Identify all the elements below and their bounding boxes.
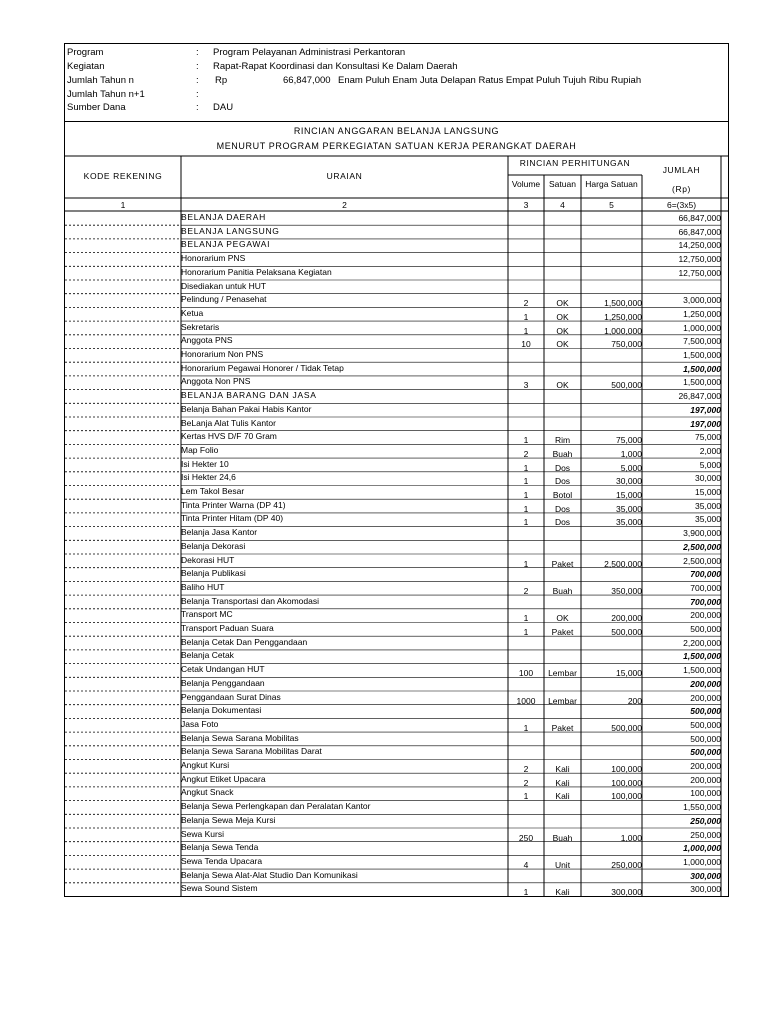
volume-cell: 1 [523,558,529,569]
jumlah-cell: 500,000 [690,733,721,744]
uraian-cell: Belanja Sewa Perlengkapan dan Peralatan Kantor [181,801,371,812]
jumlah-cell: 2,500,000 [683,541,721,552]
volume-cell: 100 [518,668,534,679]
table-row [65,650,728,664]
harga-satuan-cell: 300,000 [611,887,642,898]
table-row [65,705,728,719]
kegiatan-label: Kegiatan [67,61,105,72]
harga-satuan-cell: 35,000 [616,503,642,514]
uraian-cell: Sewa Tenda Upacara [181,855,263,866]
uraian-cell: Disediakan untuk HUT [181,280,267,291]
satuan-cell: Botol [552,490,573,500]
kegiatan-value: Rapat-Rapat Koordinasi dan Konsultasi Ke Dalam Daerah [213,61,458,72]
tahun-n1-label: Jumlah Tahun n+1 [67,89,145,100]
currency-label: Rp [215,75,228,86]
jumlah-cell: 500,000 [690,747,721,758]
satuan-cell: OK [556,311,569,322]
jumlah-cell: 1,000,000 [683,843,721,854]
jumlah-cell: 14,250,000 [678,240,721,251]
program-value: Program Pelayanan Administrasi Perkantoran [213,47,406,58]
jumlah-cell: 1,550,000 [683,802,721,813]
table-row [65,733,728,747]
harga-satuan-cell: 350,000 [611,585,642,596]
uraian-cell: Belanja Bahan Pakai Habis Kantor [181,403,312,414]
satuan-cell: Paket [551,558,574,569]
uraian-cell: BELANJA BARANG DAN JASA [181,390,317,401]
jumlah-cell: 500,000 [690,719,721,730]
table-row [65,746,728,760]
table-row [65,609,728,623]
jumlah-cell: 500,000 [690,706,721,717]
volume-cell: 2 [523,585,529,596]
satuan-cell: Dos [554,517,571,528]
volume-cell: 2 [523,777,529,788]
table-row [65,404,728,418]
uraian-cell: Honorarium Non PNS [181,349,264,359]
satuan-cell: Dos [554,503,571,514]
total-amount: 66,847,000 [283,75,331,86]
table-row [65,445,728,459]
jumlah-cell: 100,000 [690,788,721,799]
table-row [65,500,728,514]
satuan-cell: Buah [552,832,573,843]
table-row [65,760,728,774]
jumlah-cell: 700,000 [690,582,721,593]
satuan-cell: Buah [552,448,573,459]
budget-sheet [64,43,729,897]
uraian-cell: Map Folio [181,444,219,455]
uraian-cell: Transport Paduan Suara [181,623,274,633]
satuan-cell: Unit [554,859,571,870]
uraian-cell: Belanja Dokumentasi [181,705,262,716]
harga-satuan-cell: 1,000 [620,832,642,843]
volume-cell: 1 [523,325,529,336]
uraian-cell: Baliho HUT [181,581,225,592]
program-info [65,44,728,122]
jumlah-cell: 75,000 [695,432,721,443]
volume-cell: 1000 [516,695,536,706]
jumlah-cell: 197,000 [690,418,721,429]
uraian-cell: Jasa Foto [181,718,219,729]
uraian-cell: Honorarium Pegawai Honorer / Tidak Tetap [181,362,344,373]
info-row-kegiatan [65,61,728,75]
table-row [65,637,728,651]
jumlah-cell: 5,000 [699,459,721,470]
jumlah-cell: 300,000 [690,870,721,881]
col-number-6: 6=(3x5) [666,200,697,210]
info-row-tahun-n1 [65,89,728,103]
jumlah-cell: 1,500,000 [683,665,721,676]
uraian-cell: Belanja Dekorasi [181,540,246,551]
volume-cell: 1 [523,311,529,322]
satuan-cell: OK [556,298,569,309]
sumber-dana-value: DAU [213,102,234,113]
info-row-program [65,47,728,61]
harga-satuan-cell: 1,000,000 [604,325,642,336]
volume-cell: 2 [523,448,529,459]
program-label: Program [67,47,104,58]
table-row [65,486,728,500]
table-row [65,596,728,610]
satuan-cell: Rim [554,435,571,446]
title-line-2: MENURUT PROGRAM PERKEGIATAN SATUAN KERJA PERANGKAT DAERAH [216,141,577,151]
table-row [65,541,728,555]
uraian-cell: Belanja Cetak Dan Penggandaan [181,636,308,647]
header-volume: Volume [511,179,541,189]
uraian-cell: Angkut Kursi [181,760,230,770]
jumlah-cell: 2,500,000 [683,555,721,566]
table-row [65,335,728,349]
satuan-cell: Kali [555,791,570,802]
uraian-cell: Anggota PNS [181,335,233,346]
satuan-cell: Buah [552,585,573,596]
table-row [65,239,728,253]
uraian-cell: Belanja Sewa Tenda [181,842,259,853]
col-number-4: 4 [560,200,565,210]
amount-in-words: Enam Puluh Enam Juta Delapan Ratus Empat Puluh Tujuh Ribu Rupiah [338,75,642,86]
jumlah-cell: 12,750,000 [678,254,721,265]
uraian-cell: Belanja Cetak [181,650,234,661]
uraian-cell: Penggandaan Surat Dinas [181,691,281,702]
jumlah-cell: 35,000 [695,500,721,511]
harga-satuan-cell: 30,000 [616,476,642,487]
info-row-sumber-dana [65,102,728,116]
table-row [65,883,728,897]
satuan-cell: Lembar [548,695,577,706]
harga-satuan-cell: 750,000 [611,339,642,350]
table-row [65,664,728,678]
harga-satuan-cell: 1,250,000 [604,311,642,322]
satuan-cell: OK [556,339,569,350]
harga-satuan-cell: 500,000 [611,627,642,637]
table-row [65,719,728,733]
jumlah-cell: 2,200,000 [683,637,721,648]
table-row [65,363,728,377]
table-row [65,294,728,308]
header-harga-satuan: Harga Satuan [585,179,638,189]
colon: : [196,47,199,58]
colon: : [196,102,199,113]
uraian-cell: Belanja Sewa Meja Kursi [181,814,276,825]
harga-satuan-cell: 5,000 [620,462,642,473]
jumlah-cell: 300,000 [690,884,721,895]
satuan-cell: Paket [551,722,574,733]
header-kode-rekening: KODE REKENING [83,171,163,181]
harga-satuan-cell: 200,000 [611,613,642,624]
table-title [65,126,728,154]
harga-satuan-cell: 100,000 [611,777,642,788]
jumlah-cell: 35,000 [695,514,721,525]
jumlah-cell: 1,000,000 [683,856,721,867]
uraian-cell: Belanja Sewa Sarana Mobilitas [181,732,299,743]
volume-cell: 1 [523,435,529,446]
table-row [65,431,728,445]
col-number-1: 1 [120,200,126,210]
jumlah-cell: 30,000 [695,473,721,484]
jumlah-cell: 1,250,000 [683,308,721,319]
table-row [65,527,728,541]
table-row [65,582,728,596]
uraian-cell: Belanja Sewa Sarana Mobilitas Darat [181,746,322,757]
table-row [65,568,728,582]
header-rp: (Rp) [672,184,691,194]
jumlah-cell: 7,500,000 [683,336,721,347]
volume-cell: 1 [523,517,529,528]
uraian-cell: Honorarium PNS [181,253,246,264]
table-row [65,787,728,801]
table-row [65,376,728,390]
table-row [65,692,728,706]
volume-cell: 1 [523,476,529,487]
uraian-cell: Anggota Non PNS [181,376,251,387]
harga-satuan-cell: 75,000 [616,435,642,446]
jumlah-cell: 1,500,000 [683,377,721,388]
volume-cell: 1 [523,490,529,500]
uraian-cell: Transport MC [181,609,233,620]
satuan-cell: Paket [551,627,574,637]
col-number-3: 3 [523,200,529,210]
jumlah-cell: 250,000 [690,829,721,840]
table-row [65,349,728,363]
table-row [65,418,728,432]
uraian-cell: Belanja Sewa Alat-Alat Studio Dan Komunikasi [181,869,358,880]
uraian-cell: Tinta Printer Warna (DP 41) [181,499,286,510]
header-uraian: URAIAN [326,171,363,181]
table-row [65,555,728,569]
harga-satuan-cell: 100,000 [611,764,642,774]
uraian-cell: Belanja Transportasi dan Akomodasi [181,595,319,606]
satuan-cell: Lembar [548,668,577,679]
col-number-5: 5 [609,200,614,210]
harga-satuan-cell: 500,000 [611,722,642,733]
uraian-cell: BELANJA LANGSUNG [181,225,280,236]
uraian-cell: Sewa Kursi [181,828,224,839]
volume-cell: 1 [523,627,529,637]
table-row [65,253,728,267]
satuan-cell: Dos [554,476,571,487]
volume-cell: 1 [523,462,529,473]
harga-satuan-cell: 15,000 [616,490,642,500]
harga-satuan-cell: 2,500,000 [604,558,642,569]
jumlah-cell: 3,000,000 [683,295,721,306]
sumber-dana-label: Sumber Dana [67,102,126,113]
jumlah-cell: 1,500,000 [683,363,721,374]
harga-satuan-cell: 500,000 [611,380,642,391]
harga-satuan-cell: 15,000 [616,668,642,679]
uraian-cell: Lem Takol Besar [181,486,245,496]
table-row [65,308,728,322]
uraian-cell: Isi Hekter 24,6 [181,472,236,483]
uraian-cell: BELANJA PEGAWAI [181,239,271,250]
jumlah-cell: 250,000 [690,815,721,826]
table-row [65,870,728,884]
table-row [65,829,728,843]
table-row [65,281,728,295]
uraian-cell: Angkut Etiket Upacara [181,773,266,784]
jumlah-cell: 66,847,000 [678,226,721,237]
uraian-cell: Kertas HVS D/F 70 Gram [181,431,277,442]
uraian-cell: Belanja Penggandaan [181,677,265,688]
header-satuan: Satuan [549,179,576,189]
table-row [65,212,728,226]
volume-cell: 2 [523,298,529,309]
volume-cell: 250 [518,832,534,843]
volume-cell: 1 [523,791,529,802]
uraian-cell: Belanja Publikasi [181,568,246,579]
harga-satuan-cell: 1,000 [620,448,642,459]
volume-cell: 2 [523,764,529,774]
jumlah-cell: 200,000 [690,692,721,703]
jumlah-cell: 66,847,000 [678,213,721,223]
jumlah-cell: 1,500,000 [683,350,721,360]
uraian-cell: BeLanja Alat Tulis Kantor [181,417,276,428]
volume-cell: 3 [523,380,529,391]
jumlah-cell: 1,000,000 [683,322,721,333]
table-row [65,842,728,856]
uraian-cell: Cetak Undangan HUT [181,664,265,675]
table-row [65,623,728,637]
uraian-cell: Isi Hekter 10 [181,458,229,469]
jumlah-cell: 500,000 [690,624,721,634]
satuan-cell: Kali [555,887,570,898]
uraian-cell: Sewa Sound Sistem [181,883,258,894]
volume-cell: 10 [521,339,531,350]
volume-cell: 4 [523,859,529,870]
jumlah-cell: 15,000 [695,487,721,497]
satuan-cell: OK [556,613,569,624]
table-row [65,774,728,788]
uraian-cell: Tinta Printer Hitam (DP 40) [181,513,284,524]
jumlah-cell: 700,000 [690,569,721,580]
table-row [65,678,728,692]
harga-satuan-cell: 250,000 [611,859,642,870]
harga-satuan-cell: 1,500,000 [604,298,642,309]
jumlah-cell: 200,000 [690,610,721,621]
jumlah-cell: 200,000 [690,761,721,771]
uraian-cell: Belanja Jasa Kantor [181,527,258,538]
table-row [65,226,728,240]
table-row [65,322,728,336]
jumlah-cell: 2,000 [699,445,721,456]
table-row [65,472,728,486]
uraian-cell: Honorarium Panitia Pelaksana Kegiatan [181,266,332,277]
colon: : [196,75,199,86]
jumlah-cell: 1,500,000 [683,651,721,662]
jumlah-cell: 12,750,000 [678,267,721,278]
uraian-cell: Ketua [181,307,204,318]
satuan-cell: Kali [555,764,570,774]
satuan-cell: Dos [554,462,571,473]
header-rincian-perhitungan: RINCIAN PERHITUNGAN [519,158,631,168]
harga-satuan-cell: 100,000 [611,791,642,802]
table-row [65,801,728,815]
harga-satuan-cell: 35,000 [616,517,642,528]
satuan-cell: OK [556,325,569,336]
header-jumlah: JUMLAH [662,165,701,175]
jumlah-cell: 700,000 [690,596,721,607]
jumlah-cell: 3,900,000 [683,528,721,539]
volume-cell: 1 [523,503,529,514]
table-row [65,459,728,473]
col-number-2: 2 [342,200,347,210]
colon: : [196,89,199,100]
volume-cell: 1 [523,887,529,898]
uraian-cell: BELANJA DAERAH [181,212,266,222]
table-row [65,267,728,281]
table-row [65,856,728,870]
info-row-tahun-n [65,75,728,89]
harga-satuan-cell: 200 [627,695,642,706]
title-line-1: RINCIAN ANGGARAN BELANJA LANGSUNG [293,126,500,136]
jumlah-cell: 200,000 [690,774,721,785]
volume-cell: 1 [523,613,529,624]
uraian-cell: Sekretaris [181,321,220,332]
tahun-n-label: Jumlah Tahun n [67,75,134,86]
jumlah-cell: 200,000 [690,678,721,689]
jumlah-cell: 197,000 [690,404,721,415]
volume-cell: 1 [523,722,529,733]
satuan-cell: OK [556,380,569,391]
table-row [65,513,728,527]
table-row [65,390,728,404]
jumlah-cell: 26,847,000 [678,391,721,402]
table-row [65,815,728,829]
colon: : [196,61,199,72]
uraian-cell: Pelindung / Penasehat [181,294,267,305]
satuan-cell: Kali [555,777,570,788]
uraian-cell: Angkut Snack [181,787,234,798]
uraian-cell: Dekorasi HUT [181,554,235,565]
